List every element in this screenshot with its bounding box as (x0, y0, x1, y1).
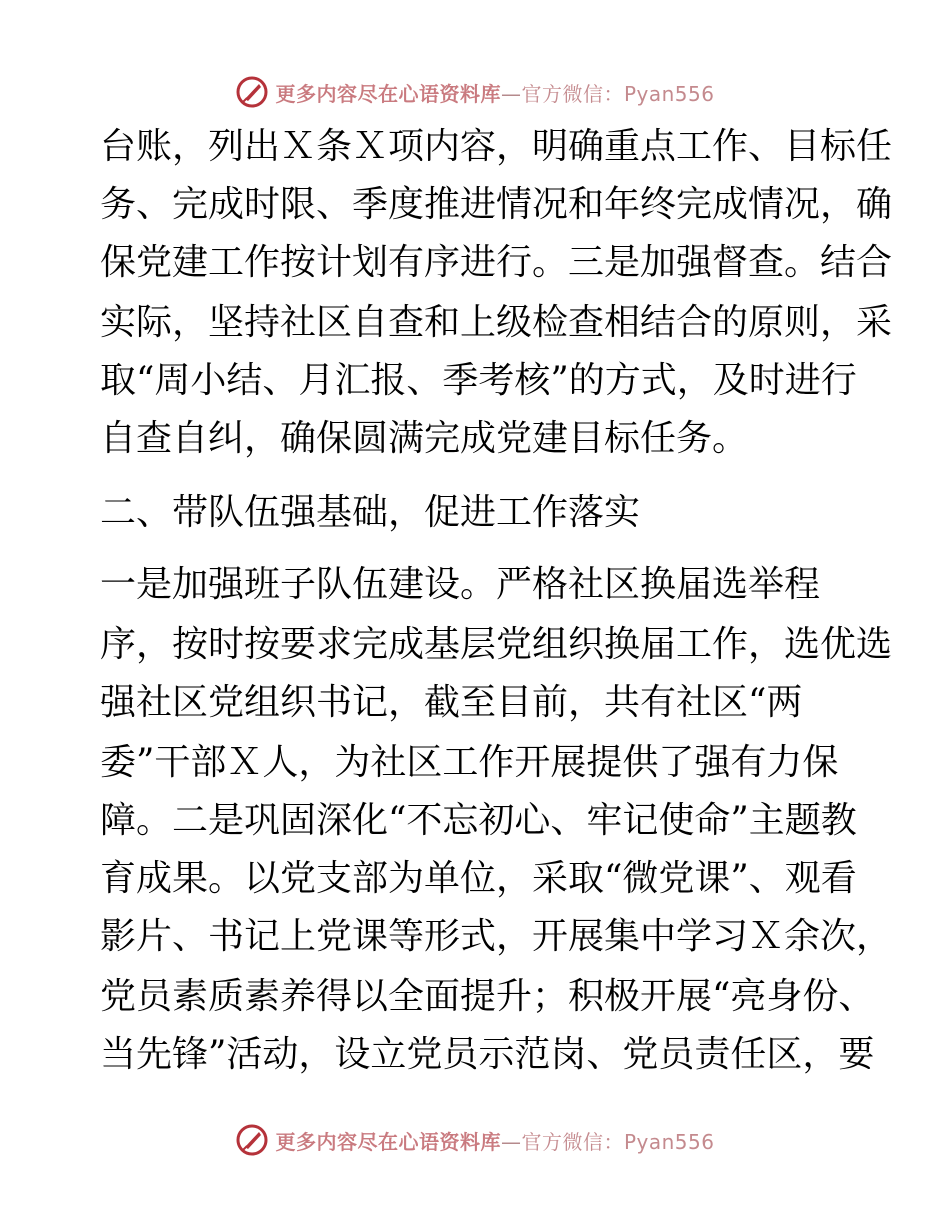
watermark-wechat-text: 官方微信：Pyan556 (521, 1129, 715, 1154)
watermark-separator: — (500, 81, 522, 106)
text-line: 强社区党组织书记，截至目前，共有社区“两 (100, 682, 803, 723)
watermark-main-text: 更多内容尽在心语资料库 (275, 81, 501, 106)
section-heading: 二、带队伍强基础，促进工作落实 (100, 492, 641, 533)
text-line: 保党建工作按计划有序进行。三是加强督查。结合 (100, 242, 893, 283)
text-line: 自查自纠，确保圆满完成党建目标任务。 (100, 418, 749, 459)
text-line: 取“周小结、月汇报、季考核”的方式，及时进行 (100, 360, 857, 401)
watermark-main-text: 更多内容尽在心语资料库 (275, 1129, 501, 1154)
watermark-separator: — (500, 1129, 522, 1154)
text-line: 序，按时按要求完成基层党组织换届工作，选优选 (100, 624, 893, 665)
text-line: 委”干部Ｘ人，为社区工作开展提供了强有力保 (100, 742, 839, 783)
quill-logo-icon (235, 1123, 269, 1157)
text-line: 影片、书记上党课等形式，开展集中学习Ｘ余次， (100, 916, 893, 957)
text-line: 育成果。以党支部为单位，采取“微党课”、观看 (100, 858, 857, 899)
watermark-wechat-text: 官方微信：Pyan556 (521, 81, 715, 106)
text-line: 台账，列出Ｘ条Ｘ项内容，明确重点工作、目标任 (100, 126, 893, 167)
text-line: 党员素质素养得以全面提升；积极开展“亮身份、 (100, 976, 875, 1017)
text-line: 障。二是巩固深化“不忘初心、牢记使命”主题教 (100, 800, 857, 841)
footer-watermark (0, 1120, 950, 1160)
text-line: 当先锋”活动，设立党员示范岗、党员责任区，要 (100, 1034, 875, 1075)
text-line: 一是加强班子队伍建设。严格社区换届选举程 (100, 564, 821, 605)
text-line: 实际，坚持社区自查和上级检查相结合的原则，采 (100, 302, 893, 343)
text-line: 务、完成时限、季度推进情况和年终完成情况，确 (100, 184, 893, 225)
